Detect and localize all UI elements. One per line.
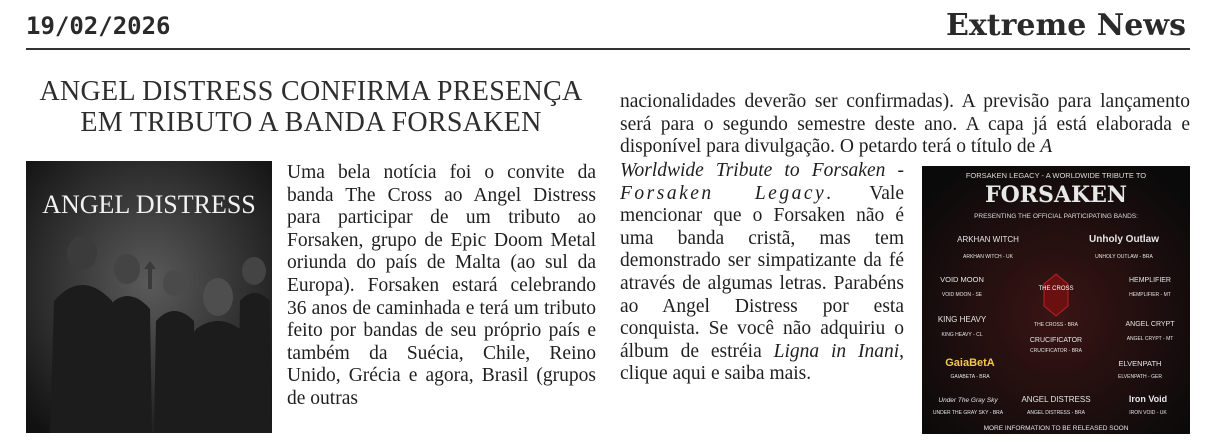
- col2-end-text: , clique aqui e saiba mais.: [620, 340, 905, 385]
- photo-band-name: ANGEL DISTRESS: [42, 190, 256, 219]
- article-column-1: Uma bela notícia foi o convite da banda The Cross ao Angel Distress para participar de um tributo ao Forsaken, grupo de Epic Doom Metal oriunda do país de Malta (ao sul da Europa). Forsaken estará celebrando 36 anos de caminhada e terá um tributo feito por bandas de seu próprio país e também da Suécia, Chile, Reino Unido, Grécia e agora, Brasil (grupos de outras: [287, 162, 596, 409]
- poster-top-line: FORSAKEN LEGACY - A WORLDWIDE TRIBUTE TO: [965, 171, 1147, 180]
- headline: [26, 76, 596, 138]
- band-caption-12: ANGEL DISTRESS - BRA: [1027, 410, 1085, 416]
- band-caption-10: ELVENPATH - GER: [1118, 374, 1162, 380]
- band-logo-7: CRUCIFICATOR: [1029, 337, 1083, 344]
- band-logo-2: Unholy Outlaw: [1089, 234, 1159, 245]
- headline-line-1: ANGEL DISTRESS CONFIRMA PRESENÇA: [39, 76, 583, 107]
- band-logo-4: HEMPLIFIER: [1128, 277, 1172, 284]
- date-label: 19/02/2026: [26, 12, 171, 40]
- tribute-poster: [922, 166, 1190, 434]
- poster-bottom-line: MORE INFORMATION TO BE RELEASED SOON: [983, 425, 1129, 432]
- band-logo-9: GaiaBetA: [945, 357, 995, 369]
- col2-top-text: nacionalidades deverão ser confirmadas). A previsão para lançamento será para o segundo semestre deste ano. A capa já está elaborada e disponível para divulgação. O petardo terá o título de: [620, 91, 1190, 158]
- band-caption-2: UNHOLY OUTLAW - BRA: [1095, 254, 1153, 260]
- band-logo-12: ANGEL DISTRESS: [1021, 395, 1091, 404]
- band-caption-9: GAIABETA - BRA: [950, 374, 990, 380]
- band-logo-1: ARKHAN WITCH: [957, 235, 1019, 244]
- col2-mid-text: . Vale mencionar que o Forsaken não é uma banda cristã, mas tem demonstrado ser simpatizante da fé através de algumas letras. Parabéns ao Angel Distress por esta conquista. Se você não adquiriu o álbum de estréia: [620, 182, 904, 362]
- article-column-2-top: [620, 91, 1190, 159]
- title-dash: -: [885, 160, 904, 181]
- band-logo-8: ANGEL CRYPT: [1125, 321, 1175, 328]
- band-caption-8: ANGEL CRYPT - MT: [1126, 336, 1174, 342]
- band-logo-13: Iron Void: [1128, 394, 1168, 404]
- band-photo: [26, 161, 272, 433]
- band-logo-5: THE CROSS: [1038, 286, 1074, 292]
- band-caption-13: IRON VOID - UK: [1129, 410, 1167, 416]
- headline-line-2: EM TRIBUTO A BANDA FORSAKEN: [80, 107, 542, 138]
- band-caption-11: UNDER THE GRAY SKY - BRA: [932, 410, 1004, 416]
- band-caption-3: VOID MOON - SE: [941, 292, 983, 298]
- band-caption-6: KING HEAVY - CL: [941, 332, 983, 338]
- poster-logo: FORSAKEN: [984, 182, 1128, 208]
- tribute-subtitle: Forsaken Legacy: [620, 182, 827, 204]
- band-caption-1: ARKHAN WITCH - UK: [963, 254, 1013, 260]
- band-caption-5: THE CROSS - BRA: [1034, 322, 1078, 328]
- col2-top-italic: A: [1040, 136, 1053, 158]
- band-logo-11: Under The Gray Sky: [938, 397, 998, 404]
- article-column-2-bottom: [620, 160, 904, 386]
- album-title: Ligna in Inani: [773, 340, 900, 362]
- tribute-title: Worldwide Tribute to Forsaken: [620, 160, 886, 181]
- band-caption-7: CRUCIFICATOR - BRA: [1029, 348, 1083, 354]
- band-caption-4: HEMPLIFIER - MT: [1129, 292, 1171, 298]
- header-rule: [26, 48, 1190, 50]
- band-logo-6: KING HEAVY: [937, 315, 987, 324]
- band-logo-10: ELVENPATH: [1118, 359, 1162, 368]
- poster-presenting: PRESENTING THE OFFICIAL PARTICIPATING BANDS:: [974, 213, 1138, 220]
- band-logo-3: VOID MOON: [940, 275, 984, 284]
- paper-name: Extreme News: [946, 8, 1186, 43]
